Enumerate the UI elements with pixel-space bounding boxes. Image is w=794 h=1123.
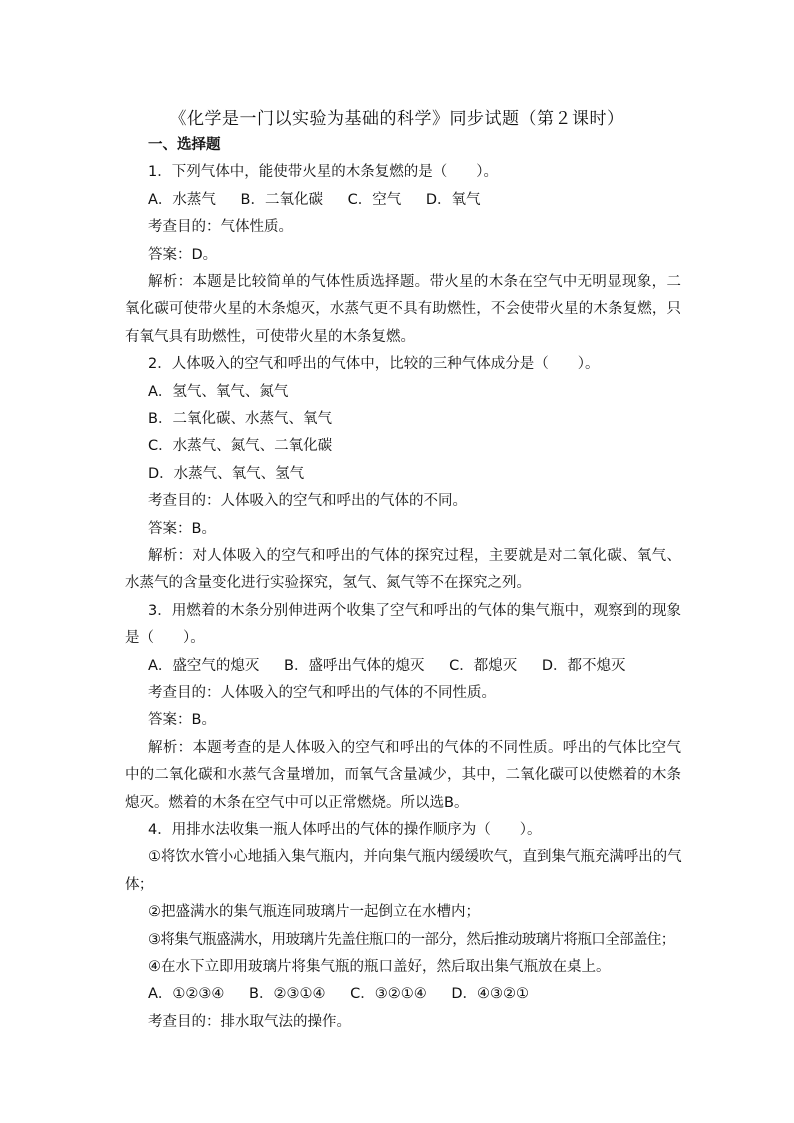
question-2-option-d: D．水蒸气、氧气、氢气 [148,465,305,482]
section-heading: 一、选择题 [148,137,221,153]
option-c: C．都熄灭 [449,657,518,674]
question-2-analysis: 解析：对人体吸入的空气和呼出的气体的探究过程，主要就是对二氧化碳、氧气、水蒸气的含量变化进行实验探究，氢气、氮气等不在探究之列。 [125,547,681,592]
question-2-stem: 2．人体吸入的空气和呼出的气体中，比较的三种气体成分是（ ）。 [148,356,600,373]
question-4-step-4: ④在水下立即用玻璃片将集气瓶的瓶口盖好，然后取出集气瓶放在桌上。 [148,958,611,975]
option-a: A．水蒸气 [148,191,216,208]
option-b: B．②③①④ [249,986,326,1003]
question-1-aim: 考查目的：气体性质。 [148,219,293,236]
question-2-option-b: B．二氧化碳、水蒸气、氧气 [148,410,332,427]
question-4-step-2: ②把盛满水的集气瓶连同玻璃片一起倒立在水槽内； [148,904,480,921]
option-c: C．空气 [347,191,402,208]
page-title: 《化学是一门以实验为基础的科学》同步试题（第２课时） [169,109,625,129]
question-3-options [125,653,681,680]
option-b: B．盛呼出气体的熄灭 [284,657,425,674]
question-3-answer: 答案：B。 [148,712,216,729]
question-1-stem: 1．下列气体中，能使带火星的木条复燃的是（ ）。 [148,164,498,181]
option-d: D．氧气 [425,191,481,208]
option-d: D．④③②① [451,986,529,1003]
document-body [125,132,681,1036]
question-2-option-c: C．水蒸气、氮气、二氧化碳 [148,438,333,455]
question-1-options [125,187,681,214]
question-4-step-1: ①将饮水管小心地插入集气瓶内，并向集气瓶内缓缓吹气，直到集气瓶充满呼出的气体； [125,849,681,893]
question-4-step-3: ③将集气瓶盛满水，用玻璃片先盖住瓶口的一部分，然后推动玻璃片将瓶口全部盖住； [148,931,675,948]
option-a: A．①②③④ [148,986,225,1003]
question-1-analysis: 解析：本题是比较简单的气体性质选择题。带火星的木条在空气中无明显现象，二氧化碳可使带火星的木条熄灭，水蒸气更不具有助燃性，不会使带火星的木条复燃，只有氧气具有助燃性，可使带火星的木条复燃。 [125,273,681,345]
question-3-stem: 3．用燃着的木条分别伸进两个收集了空气和呼出的气体的集气瓶中，观察到的现象是（ ）。 [125,602,681,647]
option-b: B．二氧化碳 [240,191,323,208]
option-d: D．都不熄灭 [541,657,626,674]
question-2-aim: 考查目的：人体吸入的空气和呼出的气体的不同。 [148,493,467,510]
question-3-aim: 考查目的：人体吸入的空气和呼出的气体的不同性质。 [148,684,496,701]
question-2-answer: 答案：B。 [148,520,216,537]
question-1-answer: 答案：D。 [148,246,218,263]
question-4-aim: 考查目的：排水取气法的操作。 [148,1013,351,1030]
option-a: A．盛空气的熄灭 [148,657,260,674]
question-4-options [125,981,681,1008]
question-4-stem: 4．用排水法收集一瓶人体呼出的气体的操作顺序为（ ）。 [148,821,542,838]
option-c: C．③②①④ [350,986,427,1003]
question-2-option-a: A．氢气、氧气、氮气 [148,383,289,400]
question-3-analysis: 解析：本题考查的是人体吸入的空气和呼出的气体的不同性质。呼出的气体比空气中的二氧化碳和水蒸气含量增加，而氧气含量减少，其中，二氧化碳可以使燃着的木条熄灭。燃着的木条在空气中可以正常燃烧。所以选B。 [125,739,681,811]
